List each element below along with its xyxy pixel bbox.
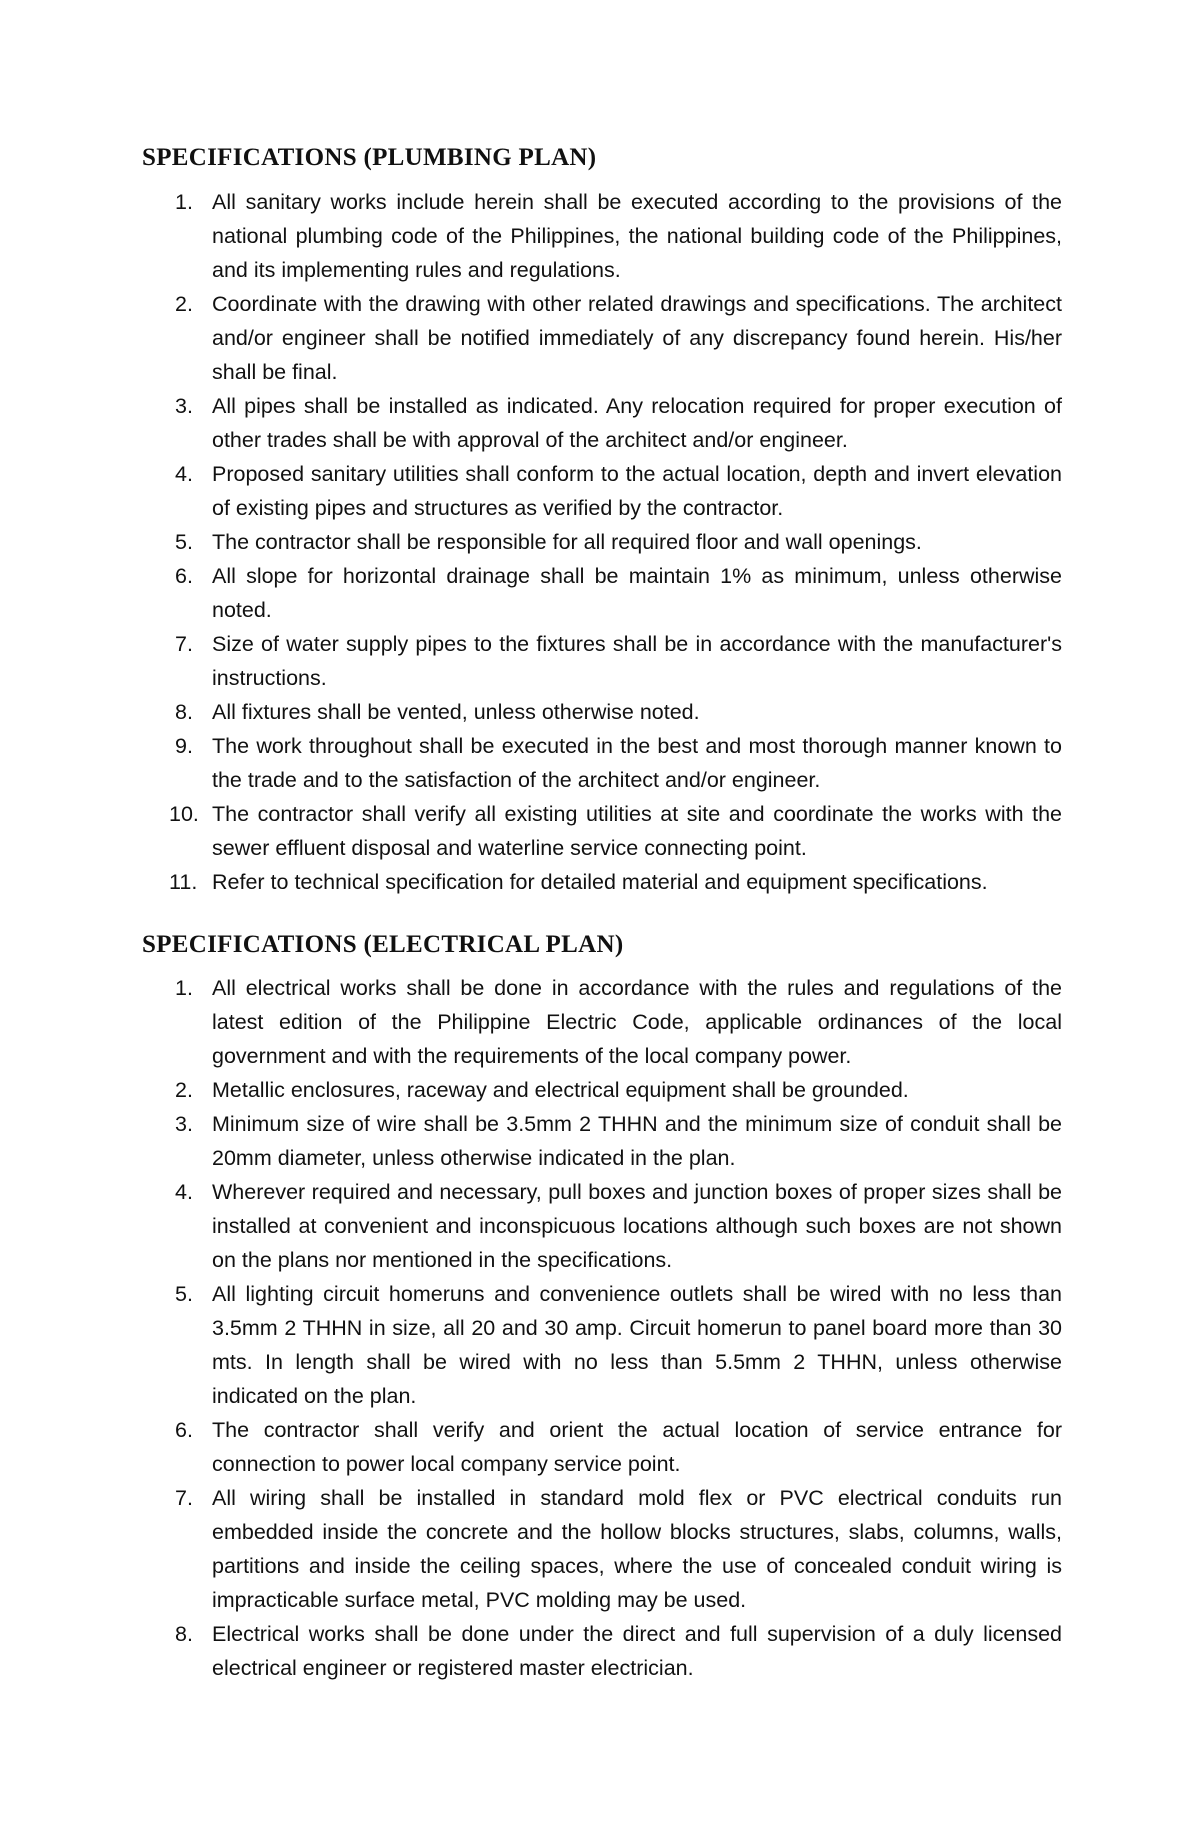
plumbing-spec-list	[142, 185, 1062, 899]
item-number: 3.	[175, 394, 193, 418]
item-number: 6.	[175, 1418, 193, 1442]
item-number: 9.	[175, 734, 193, 758]
item-text: The contractor shall verify and orient the actual location of service entrance for connection to power local company service point.	[212, 1418, 1062, 1476]
plumbing-spec-item	[142, 865, 1062, 899]
item-number: 4.	[175, 462, 193, 486]
electrical-spec-item	[142, 1175, 1062, 1277]
item-text: All fixtures shall be vented, unless otherwise noted.	[212, 700, 700, 724]
item-text: Coordinate with the drawing with other related drawings and specifications. The architect and/or engineer shall be notified immediately of any discrepancy found herein. His/her shall be final.	[212, 292, 1062, 384]
electrical-spec-item	[142, 1107, 1062, 1175]
item-number: 6.	[175, 564, 193, 588]
item-text: All slope for horizontal drainage shall be maintain 1% as minimum, unless otherwise noted.	[212, 564, 1062, 622]
plumbing-spec-item	[142, 559, 1062, 627]
item-text: The contractor shall verify all existing utilities at site and coordinate the works with the sewer effluent disposal and waterline service connecting point.	[212, 802, 1062, 860]
item-number: 8.	[175, 1622, 193, 1646]
item-number: 10.	[169, 802, 199, 826]
plumbing-spec-item	[142, 525, 1062, 559]
item-number: 3.	[175, 1112, 193, 1136]
item-text: Size of water supply pipes to the fixtures shall be in accordance with the manufacturer's instructions.	[212, 632, 1062, 690]
plumbing-spec-item	[142, 695, 1062, 729]
plumbing-spec-item	[142, 627, 1062, 695]
electrical-section-title: SPECIFICATIONS (ELECTRICAL PLAN)	[142, 931, 624, 958]
item-text: All sanitary works include herein shall be executed according to the provisions of the national plumbing code of the Philippines, the national building code of the Philippines, and its implementing rules and regulations.	[212, 190, 1062, 282]
item-number: 7.	[175, 1486, 193, 1510]
item-number: 11.	[169, 870, 198, 894]
plumbing-spec-item	[142, 457, 1062, 525]
item-text: The work throughout shall be executed in the best and most thorough manner known to the trade and to the satisfaction of the architect and/or engineer.	[212, 734, 1062, 792]
item-text: Refer to technical specification for detailed material and equipment specifications.	[212, 870, 988, 894]
item-text: All electrical works shall be done in accordance with the rules and regulations of the latest edition of the Philippine Electric Code, applicable ordinances of the local government and with the requirements of the local company power.	[212, 976, 1062, 1068]
electrical-spec-item	[142, 971, 1062, 1073]
item-number: 2.	[175, 1078, 193, 1102]
item-text: All lighting circuit homeruns and convenience outlets shall be wired with no less than 3.5mm 2 THHN in size, all 20 and 30 amp. Circuit homerun to panel board more than 30 mts. In length shall be wired with no less than 5.5mm 2 THHN, unless otherwise indicated on the plan.	[212, 1282, 1062, 1408]
item-text: Proposed sanitary utilities shall conform to the actual location, depth and invert elevation of existing pipes and structures as verified by the contractor.	[212, 462, 1062, 520]
electrical-spec-item	[142, 1481, 1062, 1617]
plumbing-spec-item	[142, 729, 1062, 797]
electrical-spec-item	[142, 1073, 1062, 1107]
electrical-spec-item	[142, 1617, 1062, 1685]
plumbing-spec-item	[142, 185, 1062, 287]
plumbing-spec-item	[142, 797, 1062, 865]
item-text: The contractor shall be responsible for all required floor and wall openings.	[212, 530, 922, 554]
electrical-spec-item	[142, 1277, 1062, 1413]
item-number: 1.	[175, 190, 193, 214]
plumbing-spec-item	[142, 287, 1062, 389]
item-text: All pipes shall be installed as indicated. Any relocation required for proper execution of other trades shall be with approval of the architect and/or engineer.	[212, 394, 1062, 452]
plumbing-section-title: SPECIFICATIONS (PLUMBING PLAN)	[142, 144, 597, 171]
item-number: 5.	[175, 530, 193, 554]
item-number: 1.	[175, 976, 193, 1000]
item-text: All wiring shall be installed in standard mold flex or PVC electrical conduits run embedded inside the concrete and the hollow blocks structures, slabs, columns, walls, partitions and inside the ceiling spaces, where the use of concealed conduit wiring is impracticable surface metal, PVC molding may be used.	[212, 1486, 1062, 1612]
plumbing-spec-item	[142, 389, 1062, 457]
item-number: 5.	[175, 1282, 193, 1306]
item-number: 8.	[175, 700, 193, 724]
electrical-spec-item	[142, 1413, 1062, 1481]
item-text: Wherever required and necessary, pull boxes and junction boxes of proper sizes shall be installed at convenient and inconspicuous locations although such boxes are not shown on the plans nor mentioned in the specifications.	[212, 1180, 1062, 1272]
item-number: 7.	[175, 632, 193, 656]
electrical-spec-list	[142, 971, 1062, 1685]
item-number: 2.	[175, 292, 193, 316]
item-number: 4.	[175, 1180, 193, 1204]
item-text: Electrical works shall be done under the direct and full supervision of a duly licensed electrical engineer or registered master electrician.	[212, 1622, 1062, 1680]
item-text: Minimum size of wire shall be 3.5mm 2 THHN and the minimum size of conduit shall be 20mm diameter, unless otherwise indicated in the plan.	[212, 1112, 1062, 1170]
item-text: Metallic enclosures, raceway and electrical equipment shall be grounded.	[212, 1078, 909, 1102]
